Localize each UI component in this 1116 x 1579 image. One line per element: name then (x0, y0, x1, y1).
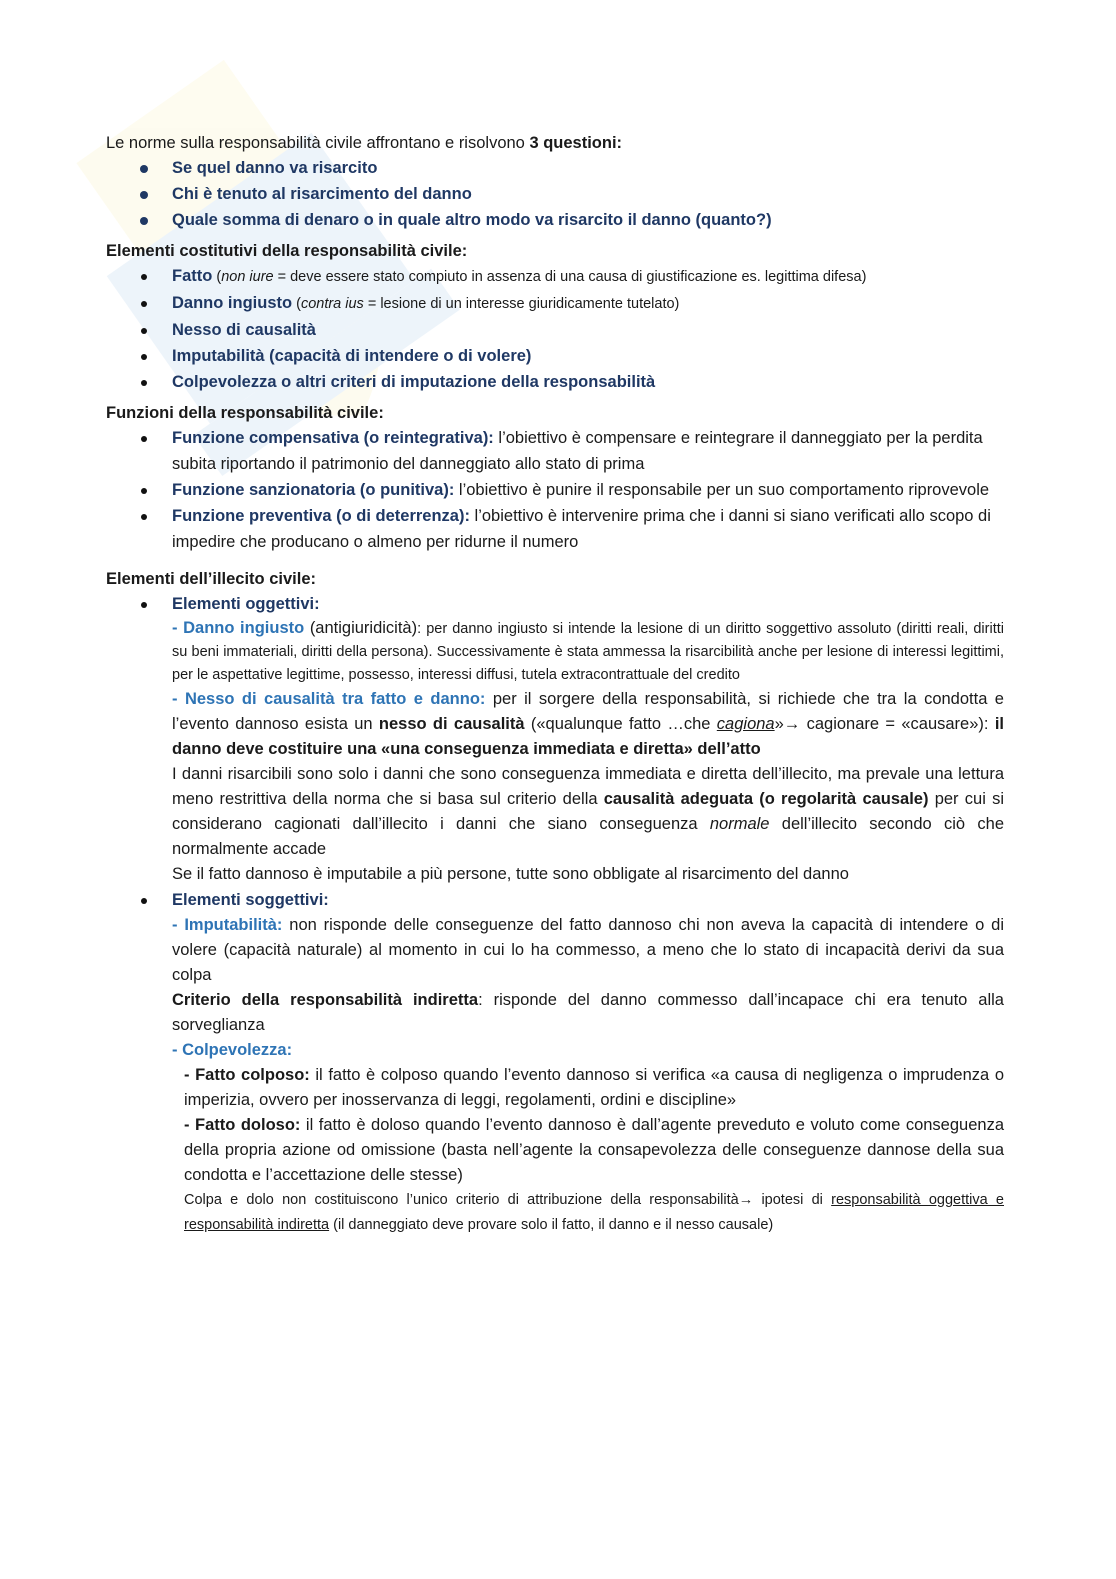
intro-bold: 3 questioni: (529, 134, 623, 152)
nota-paragraph: Colpa e dolo non costituiscono l’unico criterio di attribuzione della responsabilità→ ipotesi di responsabilità oggettiva e responsabilità indiretta (il danneggiato deve provare solo il fatto, il danno e il nesso causale) (184, 1192, 1004, 1233)
heading-elementi-costitutivi: Elementi costitutivi della responsabilità civile: (106, 242, 468, 260)
soggettivi-label: Elementi soggettivi: (172, 891, 329, 909)
document-page (106, 131, 1004, 1238)
elementi-list (139, 263, 1004, 395)
intro-line (106, 131, 1004, 155)
list-item-soggettivi (139, 887, 1004, 1238)
piu-persone-paragraph: Se il fatto dannoso è imputabile a più persone, tutte sono obbligate al risarcimento del danno (172, 865, 849, 883)
list-item: Funzione sanzionatoria (o punitiva): l’obiettivo è punire il responsabile per un suo comportamento riprovevole (139, 477, 1004, 503)
oggettivi-label: Elementi oggettivi: (172, 595, 320, 613)
list-item: Chi è tenuto al risarcimento del danno (139, 181, 1004, 207)
list-item: Se quel danno va risarcito (139, 155, 1004, 181)
intro-text: Le norme sulla responsabilità civile affrontano e risolvono (106, 134, 530, 152)
nesso-paragraph: - Nesso di causalità tra fatto e danno: per il sorgere della responsabilità, si richiede che tra la condotta e l’evento dannoso esista un nesso di causalità («qualunque fatto …che cagiona»→ cagionare = «causare»): il danno deve costituire una «una conseguenza immediata e diretta» dell’atto (172, 690, 1004, 758)
list-item-oggettivi (139, 591, 1004, 887)
imputabilita-paragraph: - Imputabilità: non risponde delle conseguenze del fatto dannoso chi non aveva la capacità di intendere o di volere (capacità naturale) al momento in cui lo ha commesso, a meno che lo stato di incapacità derivi da sua colpa (172, 916, 1004, 984)
list-item: Colpevolezza o altri criteri di imputazione della responsabilità (139, 369, 1004, 395)
doloso-paragraph: - Fatto doloso: il fatto è doloso quando l’evento dannoso è dall’agente preveduto e voluto come conseguenza della propria azione od omissione (basta nell’agente la consapevolezza delle conseguenze dannose della sua condotta e l’accettazione delle stesse) (184, 1116, 1004, 1184)
criterio-paragraph: Criterio della responsabilità indiretta: risponde del danno commesso dall’incapace chi era tenuto alla sorveglianza (172, 991, 1004, 1034)
colpevolezza-label: - Colpevolezza: (172, 1041, 293, 1059)
illecito-list (139, 591, 1004, 1238)
danni-risarcibili-paragraph: I danni risarcibili sono solo i danni che sono conseguenza immediata e diretta dell’illecito, ma prevale una lettura meno restrittiva della norma che si basa sul criterio della causalità adeguata (o regolarità causale) per cui si considerano cagionati dall’illecito i danni che siano conseguenza normale dell’illecito secondo ciò che normalmente accade (172, 765, 1004, 858)
list-item: Funzione preventiva (o di deterrenza): l’obiettivo è intervenire prima che i danni si siano verificati allo scopo di impedire che producano o almeno per ridurne il numero (139, 503, 1004, 555)
list-item: Fatto (non iure = deve essere stato compiuto in assenza di una causa di giustificazione es. legittima difesa) (139, 263, 1004, 290)
list-item: Imputabilità (capacità di intendere o di volere) (139, 343, 1004, 369)
list-item: Funzione compensativa (o reintegrativa): l’obiettivo è compensare e reintegrare il danneggiato per la perdita subita riportando il patrimonio del danneggiato allo stato di prima (139, 425, 1004, 477)
heading-illecito: Elementi dell’illecito civile: (106, 570, 316, 588)
colpevolezza-block (184, 1063, 1004, 1238)
list-item: Quale somma di denaro o in quale altro modo va risarcito il danno (quanto?) (139, 207, 1004, 233)
danno-ingiusto-paragraph: - Danno ingiusto (antigiuridicità): per danno ingiusto si intende la lesione di un diritto soggettivo assoluto (diritti reali, diritti su beni immateriali, diritti della persona). Successivamente è stata ammessa la risarcibilità anche per lesione di interessi legittimi, per le aspettative legittime, possesso, interessi diffusi, tutela extracontrattuale del credito (172, 619, 1004, 683)
questions-list (139, 155, 1004, 233)
list-item: Danno ingiusto (contra ius = lesione di un interesse giuridicamente tutelato) (139, 290, 1004, 317)
list-item: Nesso di causalità (139, 317, 1004, 343)
heading-funzioni: Funzioni della responsabilità civile: (106, 404, 384, 422)
colposo-paragraph: - Fatto colposo: il fatto è colposo quando l’evento dannoso si verifica «a causa di negligenza o imprudenza o imperizia, ovvero per inosservanza di leggi, regolamenti, ordini e discipline» (184, 1066, 1004, 1109)
funzioni-list (139, 425, 1004, 555)
